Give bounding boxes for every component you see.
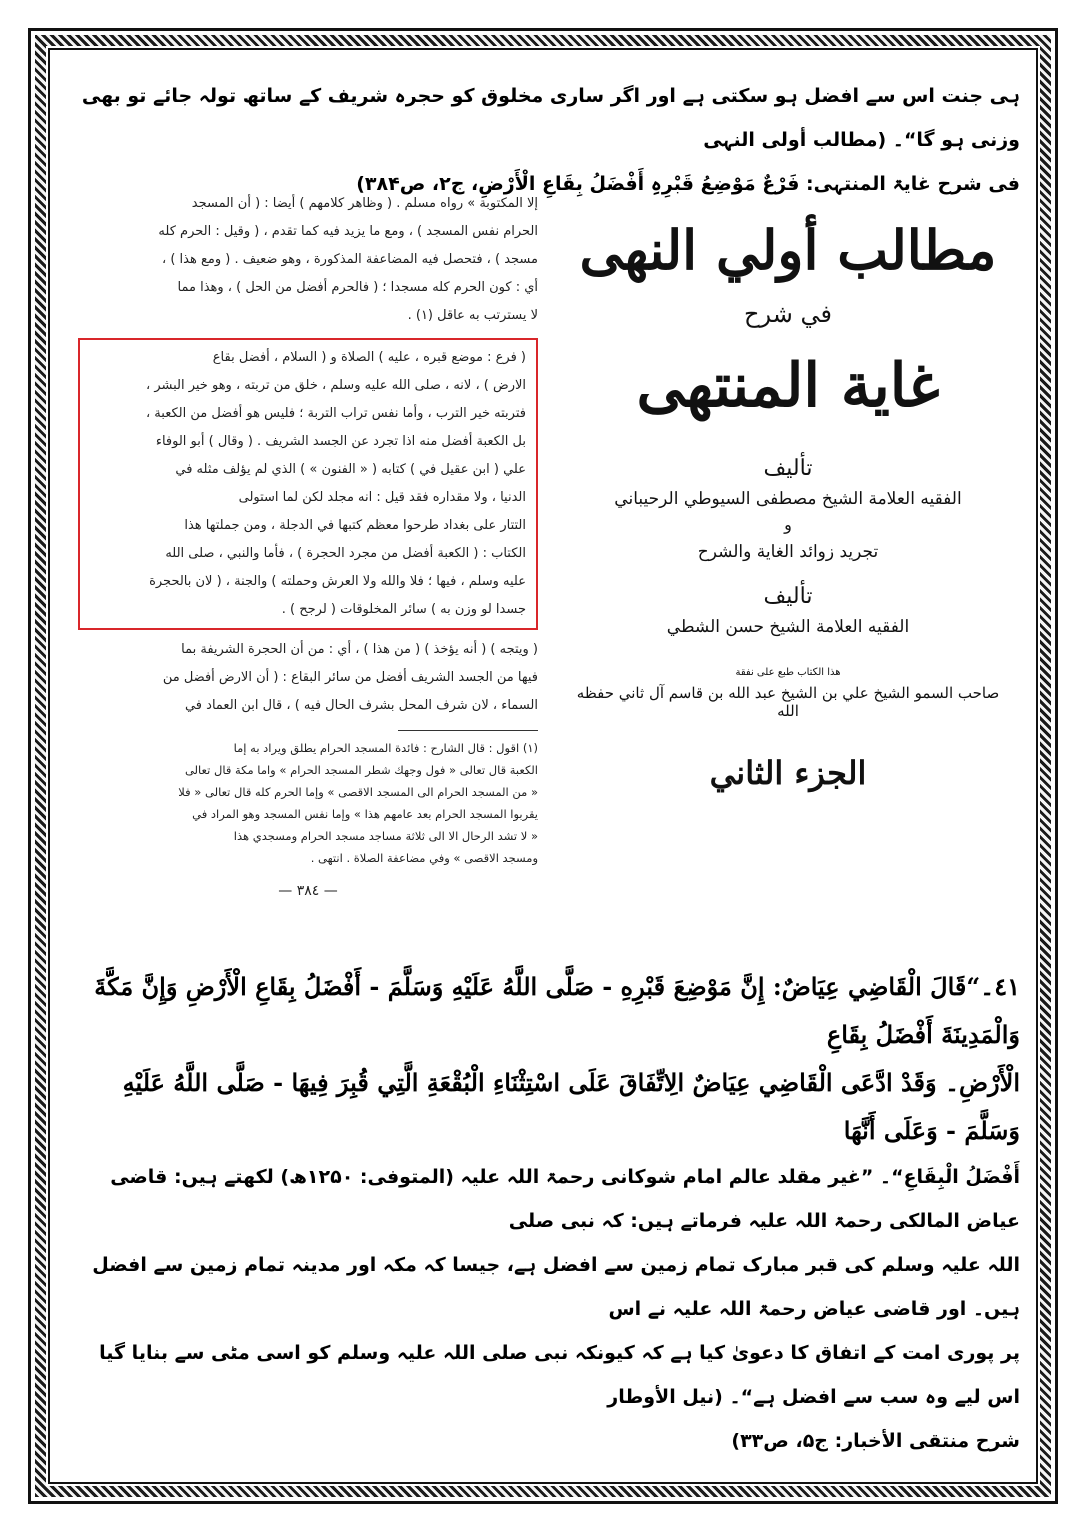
top-line-2: فی شرح غایۃ المنتہی: فَرْعٌ مَوْضِعُ قَبْرِہِ أَفْضَلُ بِقَاعِ الْأَرْضِ، ج۲، ص۳۸۴) [356, 173, 1020, 195]
cover-author-1: الفقيه العلامة الشيخ مصطفى السيوطي الرحيباني [614, 489, 962, 509]
cover-tajrid: تجريد زوائد الغاية والشرح [697, 542, 879, 562]
bottom-text [66, 963, 1020, 1463]
footnote-line: « لا تشد الرحال الا الى ثلاثة مساجد مسجد الحرام ومسجدي هذا [233, 829, 538, 843]
scan-pre-text [78, 190, 538, 330]
cover-print-note: هذا الكتاب طبع على نفقة [735, 667, 841, 678]
scan-line: فيها من الجسد الشريف أفضل من سائر البقاع : ( أن الارض أفضل من [162, 670, 538, 685]
boxed-line: فتربته خير الترب ، وأما نفس تراب التربة ؛ فليس هو أفضل من الكعبة ، [145, 406, 526, 421]
cover-big-title: غاية المنتهى [636, 351, 940, 421]
highlighted-passage [78, 338, 538, 630]
footnote-divider [398, 730, 538, 731]
boxed-line: جسدا لو وزن به ) سائر المخلوقات ( لرجح ) . [281, 602, 526, 617]
cover-talif-label-2: تأليف [763, 584, 813, 609]
arabic-quote-line-2: الْأَرْضِ۔ وَقَدْ ادَّعَى الْقَاضِي عِيَاضٌ الِاتِّفَاقَ عَلَى اسْتِثْنَاءِ الْبُقْعَةِ الَّتِي قُبِرَ فِيهَا - صَلَّى اللَّهُ عَلَيْهِ وَسَلَّمَ - وَعَلَى أَنَّهَا [122, 1068, 1020, 1145]
scanned-book-page [78, 190, 538, 980]
page-content [58, 58, 1028, 1474]
cover-title: مطالب أولي النهى [579, 218, 997, 282]
footnote-line: يقربوا المسجد الحرام بعد عامهم هذا » وإما نفس المسجد وهو المراد في [192, 807, 538, 821]
footnote-line: الكعبة قال تعالى « فول وجهك شطر المسجد الحرام » واما مكة قال تعالى [184, 763, 538, 777]
arabic-quote-line-1: ٤١۔“قَالَ الْقَاضِي عِيَاضٌ: إِنَّ مَوْضِعَ قَبْرِهِ - صَلَّى اللَّهُ عَلَيْهِ وَسَلَّمَ - أَفْضَلُ بِقَاعِ الْأَرْضِ وَإِنَّ مَكَّةَ وَالْمَدِينَةَ أَفْضَلُ بِقَاعِ [94, 972, 1020, 1049]
cover-part: الجزء الثاني [709, 754, 867, 792]
scan-line: الحرام نفس المسجد ) ، ومع ما يزيد فيه كما تقدم ، ( وقيل : الحرم كله [158, 224, 538, 239]
cover-waw: و [784, 515, 792, 534]
footnote-line: (١) اقول : قال الشارح : فائدة المسجد الحرام يطلق ويراد به إما [233, 741, 538, 755]
book-cover [573, 198, 1003, 988]
cover-talif-label: تأليف [763, 456, 813, 481]
scan-line: السماء ، لان شرف المحل بشرف الحال فيه ) ، قال ابن العماد في [184, 698, 538, 713]
boxed-line: الكتاب : ( الكعبة أفضل من مجرد الحجرة ) ، فأما والنبي ، صلى الله [165, 546, 526, 561]
footnote-line: ومسجد الاقصى » وفي مضاعفة الصلاة . انتهى . [310, 851, 538, 865]
top-line-1: ہی جنت اس سے افضل ہو سکتی ہے اور اگر ساری مخلوق کو حجرہ شریف کے ساتھ تولہ جائے تو بھی وزنی ہو گا“۔ (مطالب أولی النہی [81, 85, 1020, 151]
scan-line: أي : كون الحرم كله مسجدا ؛ ( فالحرم أفضل من الحل ) ، وهذا مما [177, 280, 538, 295]
cover-fi-sharh: في شرح [744, 300, 832, 328]
scan-line: إلا المكتوبة » رواه مسلم . ( وظاهر كلامهم ) أيضا : ( أن المسجد [191, 196, 538, 211]
top-urdu-text [66, 74, 1020, 206]
boxed-line: الدنيا ، ولا مقداره فقد قيل : انه مجلد لكن لما استولى [238, 490, 526, 505]
scan-page-number: — ٣٨٤ — [278, 883, 338, 899]
scan-line: ( ويتجه ) ( أنه يؤخذ ) ( من هذا ) ، أي : من أن الحجرة الشريفة بما [181, 642, 538, 657]
boxed-line: التتار على بغداد طرحوا معظم كتبها في الدجلة ، ومن جملتها هذا [184, 518, 526, 533]
boxed-line: ( فرع : موضع قبره ، عليه ) الصلاة و ( السلام ، أفضل بقاع [212, 350, 526, 365]
cover-author-2: الفقيه العلامة الشيخ حسن الشطي [666, 617, 910, 637]
boxed-line: بل الكعبة أفضل منه اذا تجرد عن الجسد الشريف . ( وقال ) أبو الوفاء [155, 434, 526, 449]
boxed-line: الارض ) ، لانه ، صلى الله عليه وسلم ، خلق من تربته ، وهو خير البشر ، [145, 378, 526, 393]
boxed-line: عليه وسلم ، فيها ؛ فلا والله ولا العرش وحملته ) والجنة ، ( لان بالحجرة [149, 574, 526, 589]
scan-line: لا يسترتب به عاقل (١) . [407, 308, 538, 323]
urdu-line-5: پر پوری امت کے اتفاق کا دعویٰ کیا ہے کہ کیونکہ نبی صلی اللہ علیہ وسلم کو اسی مٹی سے بنایا گیا اس لیے وہ سب سے افضل ہے“۔ (نیل الأوطار [99, 1342, 1020, 1408]
scan-post-text [78, 636, 538, 720]
footnote-line: « من المسجد الحرام الى المسجد الاقصى » وإما الحرم كله قال تعالى « فلا [178, 785, 538, 799]
footnote [78, 737, 538, 869]
scan-line: مسجد ) ، فتحصل فيه المضاعفة المذكورة ، وهو ضعيف . ( ومع هذا ) ، [162, 252, 538, 267]
cover-patron: صاحب السمو الشيخ علي بن الشيخ عبد الله بن قاسم آل ثاني حفظه الله [576, 684, 1000, 720]
urdu-line-6: شرح منتقی الأخبار: ج۵، ص۳۳) [731, 1430, 1020, 1452]
urdu-line-4: اللہ علیہ وسلم کی قبر مبارک تمام زمین سے افضل ہے، جیسا کہ مکہ اور مدینہ تمام زمین سے افضل ہیں۔ اور قاضی عیاض رحمۃ اللہ علیہ نے اس [92, 1254, 1020, 1320]
boxed-line: علي ( ابن عقيل في ) كتابه ( « الفنون » ) الذي لم يؤلف مثله في [175, 462, 526, 477]
urdu-line-3: أَفْضَلُ الْبِقَاعِ“۔ ”غیر مقلد عالم امام شوکانی رحمۃ اللہ علیہ (المتوفی: ۱۲۵۰ھ) لکھتے ہیں: قاضی عیاض المالکی رحمۃ اللہ علیہ فرماتے ہیں: کہ نبی صلی [110, 1166, 1020, 1232]
